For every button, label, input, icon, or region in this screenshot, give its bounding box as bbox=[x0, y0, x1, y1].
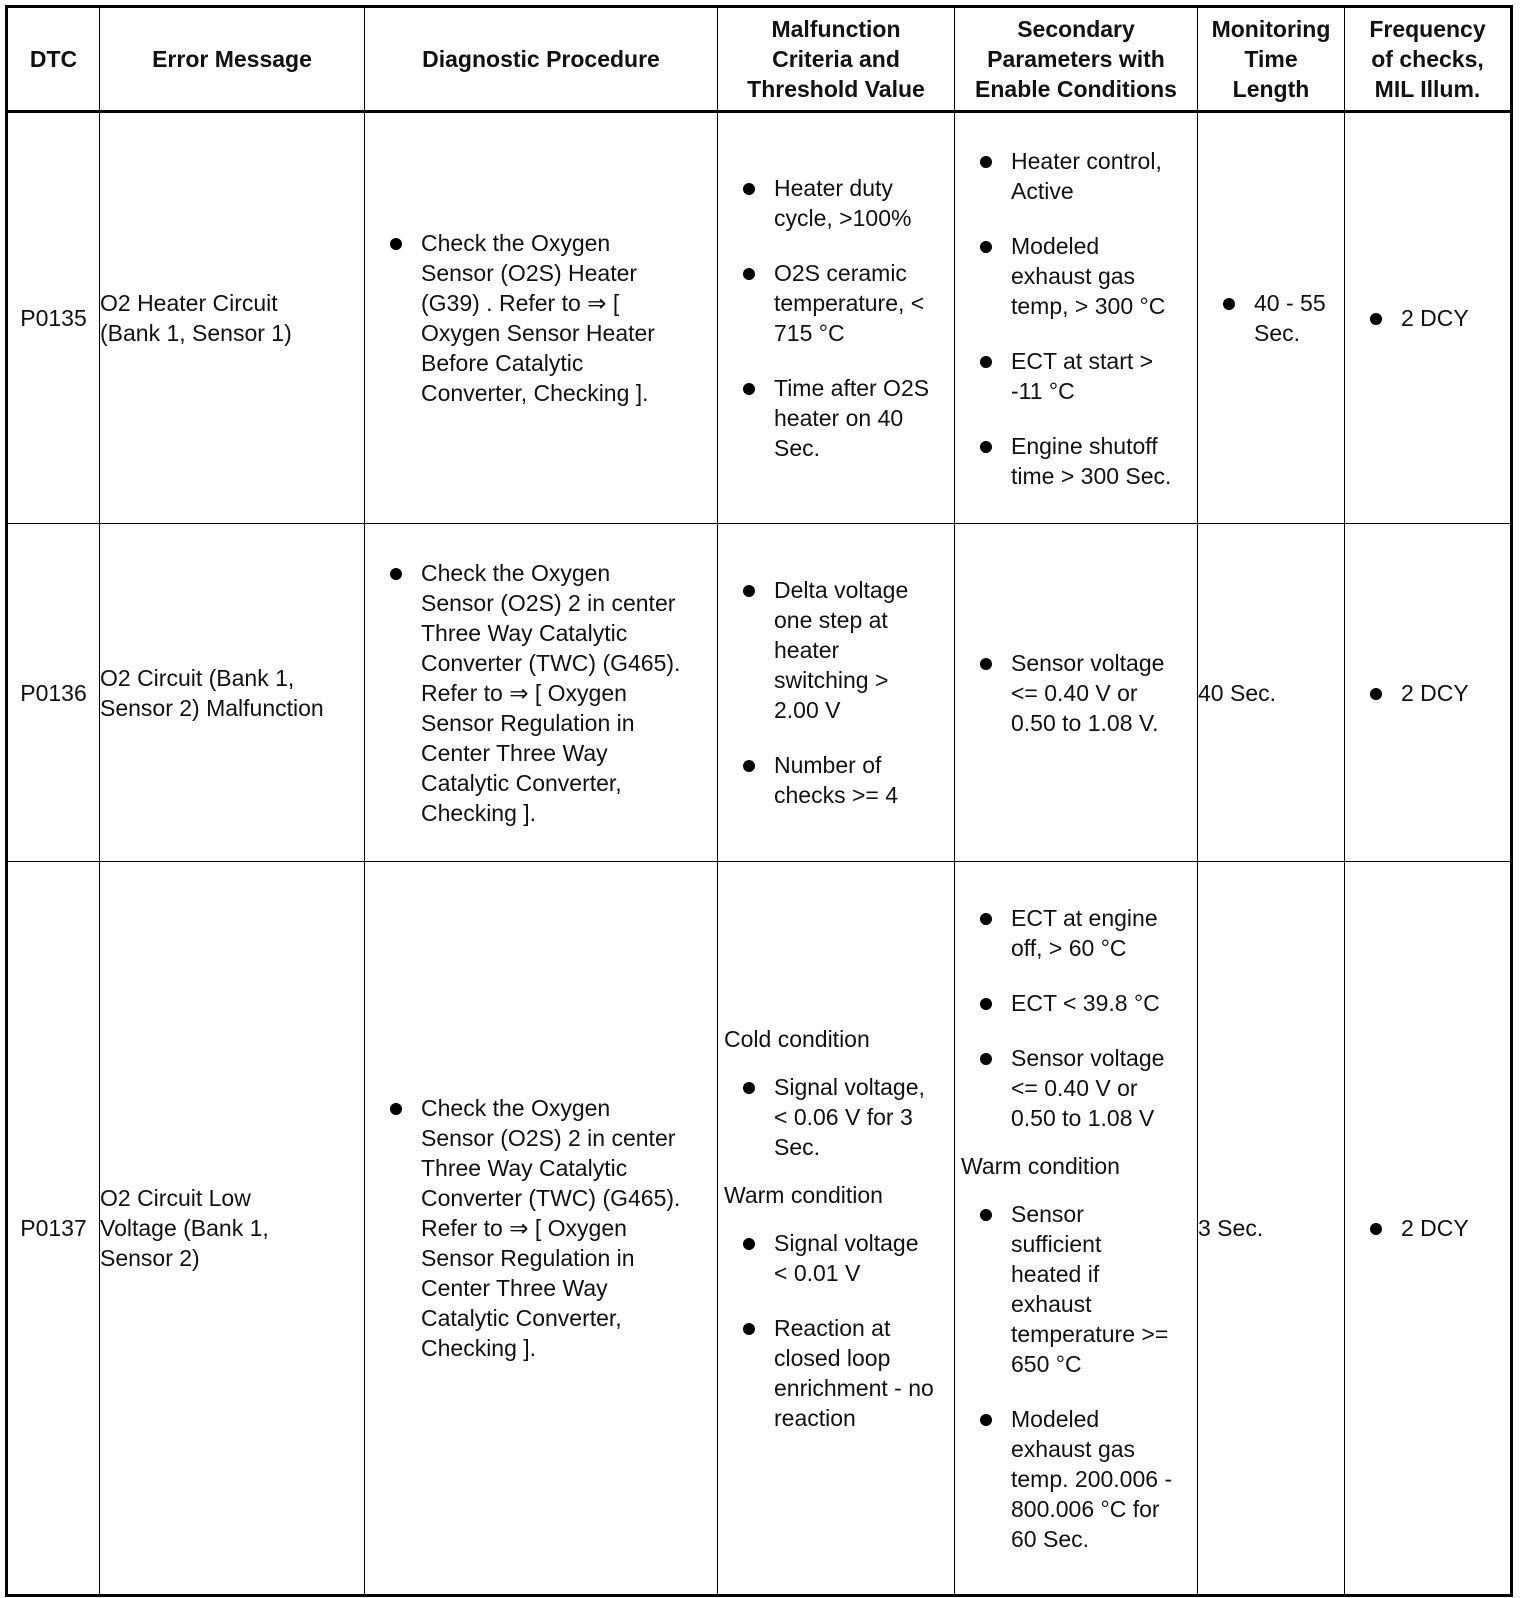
list-item: Sensor voltage <= 0.40 V or 0.50 to 1.08 V bbox=[955, 1043, 1197, 1133]
dtc-code: P0137 bbox=[7, 862, 100, 1596]
list-item: Reaction at closed loop enrichment - no reaction bbox=[718, 1313, 954, 1433]
error-message: O2 Circuit (Bank 1, Sensor 2) Malfunction bbox=[100, 524, 365, 862]
list-item: ECT < 39.8 °C bbox=[955, 988, 1197, 1018]
frequency bbox=[1345, 862, 1512, 1596]
warm-condition-label: Warm condition bbox=[724, 1181, 883, 1208]
list-item: O2S ceramic temperature, < 715 °C bbox=[718, 258, 954, 348]
warm-condition-label: Warm condition bbox=[961, 1152, 1120, 1179]
list-item: Check the Oxygen Sensor (O2S) 2 in center Three Way Catalytic Converter (TWC) (G465). Refer to ⇒ [ Oxygen Sensor Regulation in Center Three Way Catalytic Converter, Checking ]. bbox=[365, 558, 717, 828]
list-item: Time after O2S heater on 40 Sec. bbox=[718, 373, 954, 463]
list-item: ECT at start > -11 °C bbox=[955, 346, 1197, 406]
table-row bbox=[7, 524, 1512, 862]
diagnostic-procedure bbox=[365, 112, 718, 524]
header-row bbox=[7, 7, 1512, 112]
list-item: 40 - 55 Sec. bbox=[1198, 288, 1344, 348]
list-item: Signal voltage, < 0.06 V for 3 Sec. bbox=[718, 1072, 954, 1162]
header-secondary-parameters: Secondary Parameters with Enable Conditions bbox=[955, 7, 1198, 112]
malfunction-criteria bbox=[718, 862, 955, 1596]
list-item: Sensor sufficient heated if exhaust temperature >= 650 °C bbox=[955, 1199, 1197, 1379]
dtc-code: P0136 bbox=[7, 524, 100, 862]
header-diagnostic-procedure: Diagnostic Procedure bbox=[365, 7, 718, 112]
frequency bbox=[1345, 524, 1512, 862]
list-item: Number of checks >= 4 bbox=[718, 750, 954, 810]
header-monitoring-time: Monitoring Time Length bbox=[1198, 7, 1345, 112]
table-row bbox=[7, 112, 1512, 524]
monitoring-time bbox=[1198, 112, 1345, 524]
list-item: Check the Oxygen Sensor (O2S) 2 in center Three Way Catalytic Converter (TWC) (G465). Refer to ⇒ [ Oxygen Sensor Regulation in Center Three Way Catalytic Converter, Checking ]. bbox=[365, 1093, 717, 1363]
monitoring-time: 3 Sec. bbox=[1198, 862, 1345, 1596]
list-item: Modeled exhaust gas temp, > 300 °C bbox=[955, 231, 1197, 321]
list-item: Heater control, Active bbox=[955, 146, 1197, 206]
list-item: Sensor voltage <= 0.40 V or 0.50 to 1.08 V. bbox=[955, 648, 1197, 738]
list-item: Signal voltage < 0.01 V bbox=[718, 1228, 954, 1288]
error-message: O2 Heater Circuit (Bank 1, Sensor 1) bbox=[100, 112, 365, 524]
table-row bbox=[7, 862, 1512, 1596]
diagnostic-procedure bbox=[365, 862, 718, 1596]
list-item: 2 DCY bbox=[1345, 1213, 1510, 1243]
list-item: 2 DCY bbox=[1345, 678, 1510, 708]
secondary-parameters bbox=[955, 112, 1198, 524]
header-dtc: DTC bbox=[7, 7, 100, 112]
cold-condition-label: Cold condition bbox=[724, 1025, 870, 1052]
header-malfunction-criteria: Malfunction Criteria and Threshold Value bbox=[718, 7, 955, 112]
dtc-code: P0135 bbox=[7, 112, 100, 524]
header-frequency: Frequency of checks, MIL Illum. bbox=[1345, 7, 1512, 112]
list-item: Check the Oxygen Sensor (O2S) Heater (G39) . Refer to ⇒ [ Oxygen Sensor Heater Before Catalytic Converter, Checking ]. bbox=[365, 228, 717, 408]
list-item: Heater duty cycle, >100% bbox=[718, 173, 954, 233]
list-item: Engine shutoff time > 300 Sec. bbox=[955, 431, 1197, 491]
malfunction-criteria bbox=[718, 112, 955, 524]
list-item: Modeled exhaust gas temp. 200.006 - 800.006 °C for 60 Sec. bbox=[955, 1404, 1197, 1554]
header-error-message: Error Message bbox=[100, 7, 365, 112]
list-item: Delta voltage one step at heater switching > 2.00 V bbox=[718, 575, 954, 725]
malfunction-criteria bbox=[718, 524, 955, 862]
list-item: ECT at engine off, > 60 °C bbox=[955, 903, 1197, 963]
monitoring-time: 40 Sec. bbox=[1198, 524, 1345, 862]
frequency bbox=[1345, 112, 1512, 524]
error-message: O2 Circuit Low Voltage (Bank 1, Sensor 2) bbox=[100, 862, 365, 1596]
secondary-parameters bbox=[955, 524, 1198, 862]
list-item: 2 DCY bbox=[1345, 303, 1510, 333]
diagnostic-procedure bbox=[365, 524, 718, 862]
secondary-parameters bbox=[955, 862, 1198, 1596]
dtc-table bbox=[5, 5, 1513, 1597]
